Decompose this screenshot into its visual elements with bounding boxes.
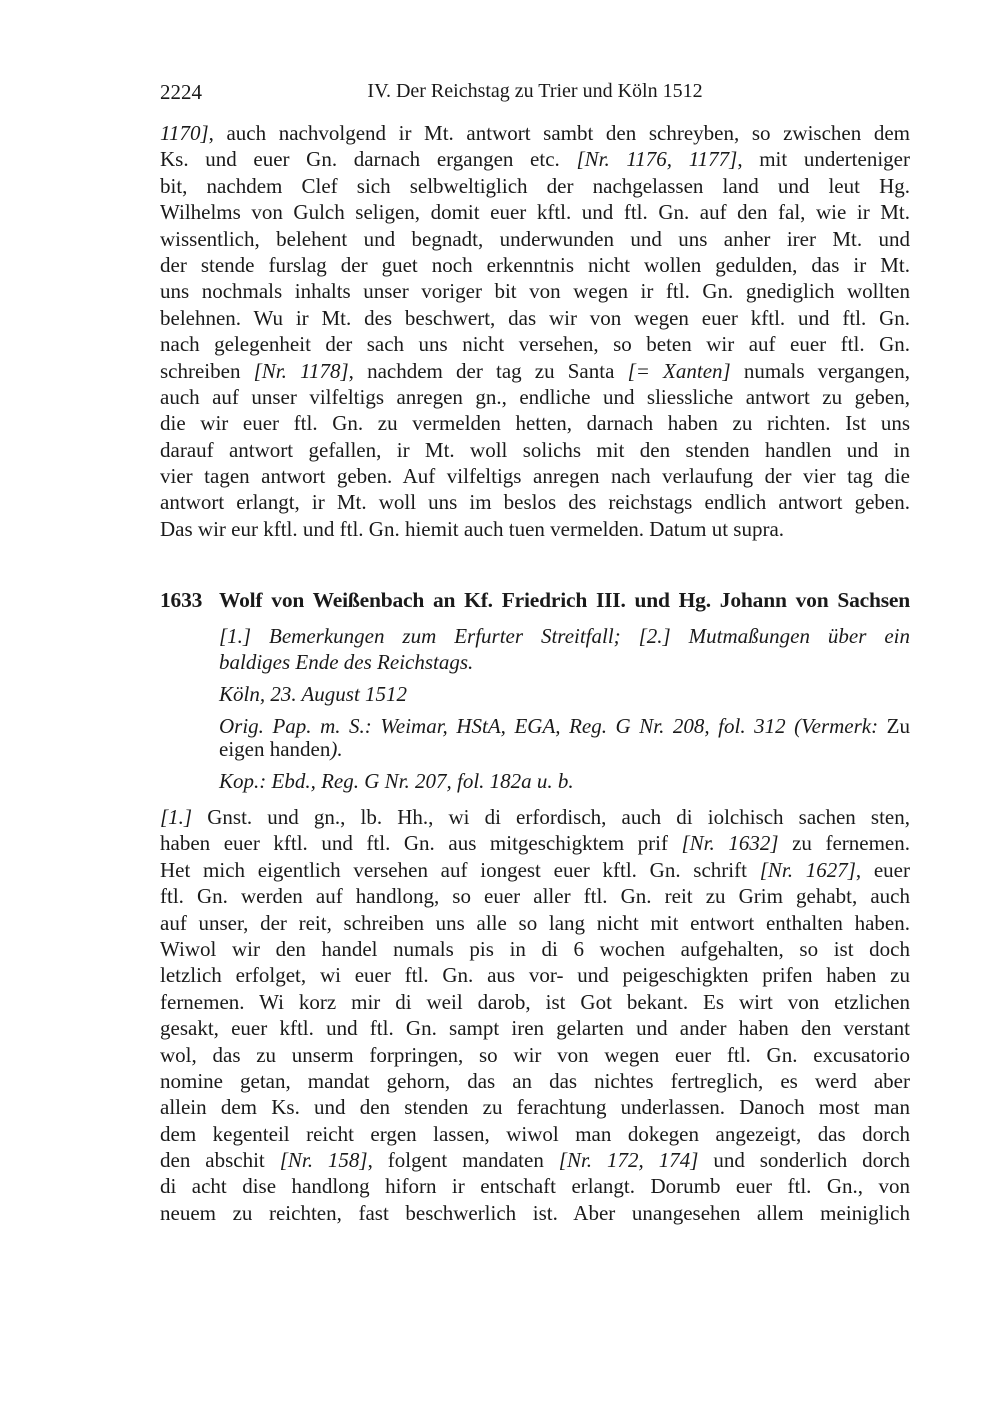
text-line: [160, 1042, 910, 1068]
text-line: [160, 384, 910, 410]
italic-text: [= Xanten]: [627, 358, 731, 383]
text-line: [160, 173, 910, 199]
text-line: [219, 623, 910, 649]
text: schreiben: [160, 358, 254, 383]
text-line: [160, 857, 910, 883]
text-line: [160, 1015, 910, 1041]
text-line: [160, 437, 910, 463]
text-line: [160, 305, 910, 331]
text-line: [160, 226, 910, 252]
text-line: [160, 252, 910, 278]
text: den abschit: [160, 1148, 280, 1173]
text-line: [160, 199, 910, 225]
italic-text: [Nr. 1176, 1177]: [576, 147, 738, 172]
text: , folgent mandaten: [367, 1148, 559, 1173]
text: , nachdem der tag zu Santa: [348, 358, 628, 383]
text: Wilhelms von Gulch seligen, domit euer kftl. und ftl. Gn. auf den fal, wie ir Mt.: [160, 200, 910, 225]
text: gesakt, euer kftl. und ftl. Gn. sampt iren gelarten und ander haben den verstant: [160, 1016, 910, 1041]
text-line: [160, 489, 910, 515]
italic-text: [Nr. 1632]: [681, 831, 779, 856]
text: , mit underteniger: [737, 147, 910, 172]
text-line: [160, 936, 910, 962]
text: vier tagen antwort geben. Auf vilfeltigs anregen nach verlaufung der vier tag die: [160, 464, 910, 489]
text-line: [160, 516, 910, 542]
text: di acht dise handlong hiforn ir entschaft erlangt. Dorumb euer ftl. Gn., von: [160, 1174, 910, 1199]
text-line: [160, 1121, 910, 1147]
text: nach gelegenheit der sach uns nicht versehen, so beten wir auf euer ftl. Gn.: [160, 332, 910, 357]
document-number: 1633: [160, 588, 203, 612]
text: antwort erlangt, ir Mt. woll uns im beslos des reichstags endlich antwort geben.: [160, 490, 910, 515]
text: Wiwol wir den handel numals pis in di 6 wochen aufgehalten, so ist doch: [160, 936, 910, 961]
text-line: [219, 649, 910, 675]
text-line: [219, 715, 910, 738]
text-line: [160, 410, 910, 436]
continued-paragraph: [160, 120, 910, 542]
document-date: Köln, 23. August 1512: [219, 682, 408, 706]
document-title: Wolf von Weißenbach an Kf. Friedrich III. und Hg. Johann von Sachsen: [219, 588, 910, 612]
page-number: 2224: [160, 80, 202, 104]
text: der stende furslag der guet noch erkenntnis nicht wollen gedulden, das ir Mt.: [160, 252, 910, 277]
text: bit, nachdem Clef sich selbweltiglich der nachgelassen land und leut Hg.: [160, 173, 910, 198]
italic-text: 1170]: [160, 121, 209, 145]
text: Das wir eur kftl. und ftl. Gn. hiemit auch tuen vermelden. Datum ut supra.: [160, 516, 785, 541]
text-line: [160, 1147, 910, 1173]
text: haben euer kftl. und ftl. Gn. aus mitgeschigktem prif: [160, 831, 682, 856]
italic-text: [1.]: [160, 805, 193, 829]
italic-text: [Nr. 1178]: [253, 358, 349, 383]
text-line: [160, 463, 910, 489]
italic-text: ).: [330, 738, 343, 761]
regest-summary: [219, 623, 910, 676]
text-line: [160, 1173, 910, 1199]
text: numals vergangen,: [730, 358, 910, 383]
text-line: [160, 331, 910, 357]
text: , euer: [855, 857, 910, 882]
text: ftl. Gn. werden auf handlong, so euer aller ftl. Gn. reit zu Grim gehabt, auch: [160, 884, 910, 909]
text-line: [160, 278, 910, 304]
italic-text: baldiges Ende des Reichstags.: [219, 650, 474, 675]
italic-text: [Nr. 158]: [279, 1148, 368, 1173]
text: neuem zu reichten, fast beschwerlich ist. Aber unangesehen allem meiniglich: [160, 1200, 910, 1225]
text-line: [160, 1068, 910, 1094]
italic-text: [1.] Bemerkungen zum Erfurter Streitfall; [2.] Mutmaßungen über ein: [219, 624, 910, 648]
text: wol, das zu unserm forpringen, so wir von wegen euer ftl. Gn. excusatorio: [160, 1042, 910, 1067]
italic-text: [Nr. 1627]: [759, 857, 856, 882]
text-line: [160, 120, 910, 146]
text: eigen handen: [219, 738, 331, 761]
text-line: [160, 989, 910, 1015]
text: Ks. und euer Gn. darnach ergangen etc.: [160, 147, 577, 172]
source-copy: Kop.: Ebd., Reg. G Nr. 207, fol. 182a u. b.: [219, 769, 574, 793]
text: Het mich eigentlich versehen auf iongest euer kftl. Gn. schrift: [160, 857, 760, 882]
text-line: [160, 358, 910, 384]
text-line: [160, 1094, 910, 1120]
text-line: [160, 1200, 910, 1226]
text: allein dem Ks. und den stenden zu ferachtung underlassen. Danoch most man: [160, 1095, 910, 1120]
text: wissentlich, belehent und begnadt, underwunden und uns anher irer Mt. und: [160, 226, 910, 251]
text-line: [160, 804, 910, 830]
text: belehnen. Wu ir Mt. des beschwert, das wir von wegen euer kftl. und ftl. Gn.: [160, 305, 910, 330]
text: nomine getan, mandat gehorn, das an das nichtes fertreglich, es werd aber: [160, 1068, 910, 1093]
text: und sonderlich dorch: [698, 1148, 910, 1173]
text-line: [160, 962, 910, 988]
text: dem kegenteil reicht ergen lassen, wiwol man dokegen angezeigt, das dorch: [160, 1121, 910, 1146]
document-heading: [160, 588, 910, 613]
italic-text: Orig. Pap. m. S.: Weimar, HStA, EGA, Reg. G Nr. 208, fol. 312 (Vermerk:: [219, 715, 879, 738]
text-line: [160, 910, 910, 936]
text: fernemen. Wi korz mir di weil darob, ist Got bekant. Es wirt von etzlichen: [160, 989, 910, 1014]
text-line: [160, 883, 910, 909]
text: darauf antwort gefallen, ir Mt. woll solichs mit den stenden handlen und in: [160, 437, 910, 462]
text: zu fernemen.: [778, 831, 910, 856]
source-original: [219, 715, 910, 761]
text: Zu: [878, 715, 910, 738]
text: letzlich erfolget, wi euer ftl. Gn. aus vor- und peigeschigkten prifen haben zu: [160, 963, 910, 988]
text: auch auf unser vilfeltigs anregen gn., endliche und sliessliche antwort zu geben,: [160, 384, 910, 409]
text-line: [219, 738, 910, 761]
text: auf unser, der reit, schreiben uns alle so lang nicht mit entwort enthalten haben.: [160, 910, 910, 935]
text-line: [160, 146, 910, 172]
text: Gnst. und gn., lb. Hh., wi di erfordisch, auch di iolchisch sachen sten,: [192, 805, 910, 829]
text: uns nochmals inhalts unser voriger bit von wegen ir ftl. Gn. gnediglich wollten: [160, 279, 910, 304]
running-head: IV. Der Reichstag zu Trier und Köln 1512: [367, 80, 703, 102]
document-body: [160, 804, 910, 1226]
text: die wir euer ftl. Gn. zu vermelden hetten, darnach haben zu richten. Ist uns: [160, 411, 910, 436]
text-line: [160, 830, 910, 856]
text: , auch nachvolgend ir Mt. antwort sambt den schreyben, so zwischen dem: [208, 121, 910, 145]
italic-text: [Nr. 172, 174]: [558, 1148, 699, 1173]
